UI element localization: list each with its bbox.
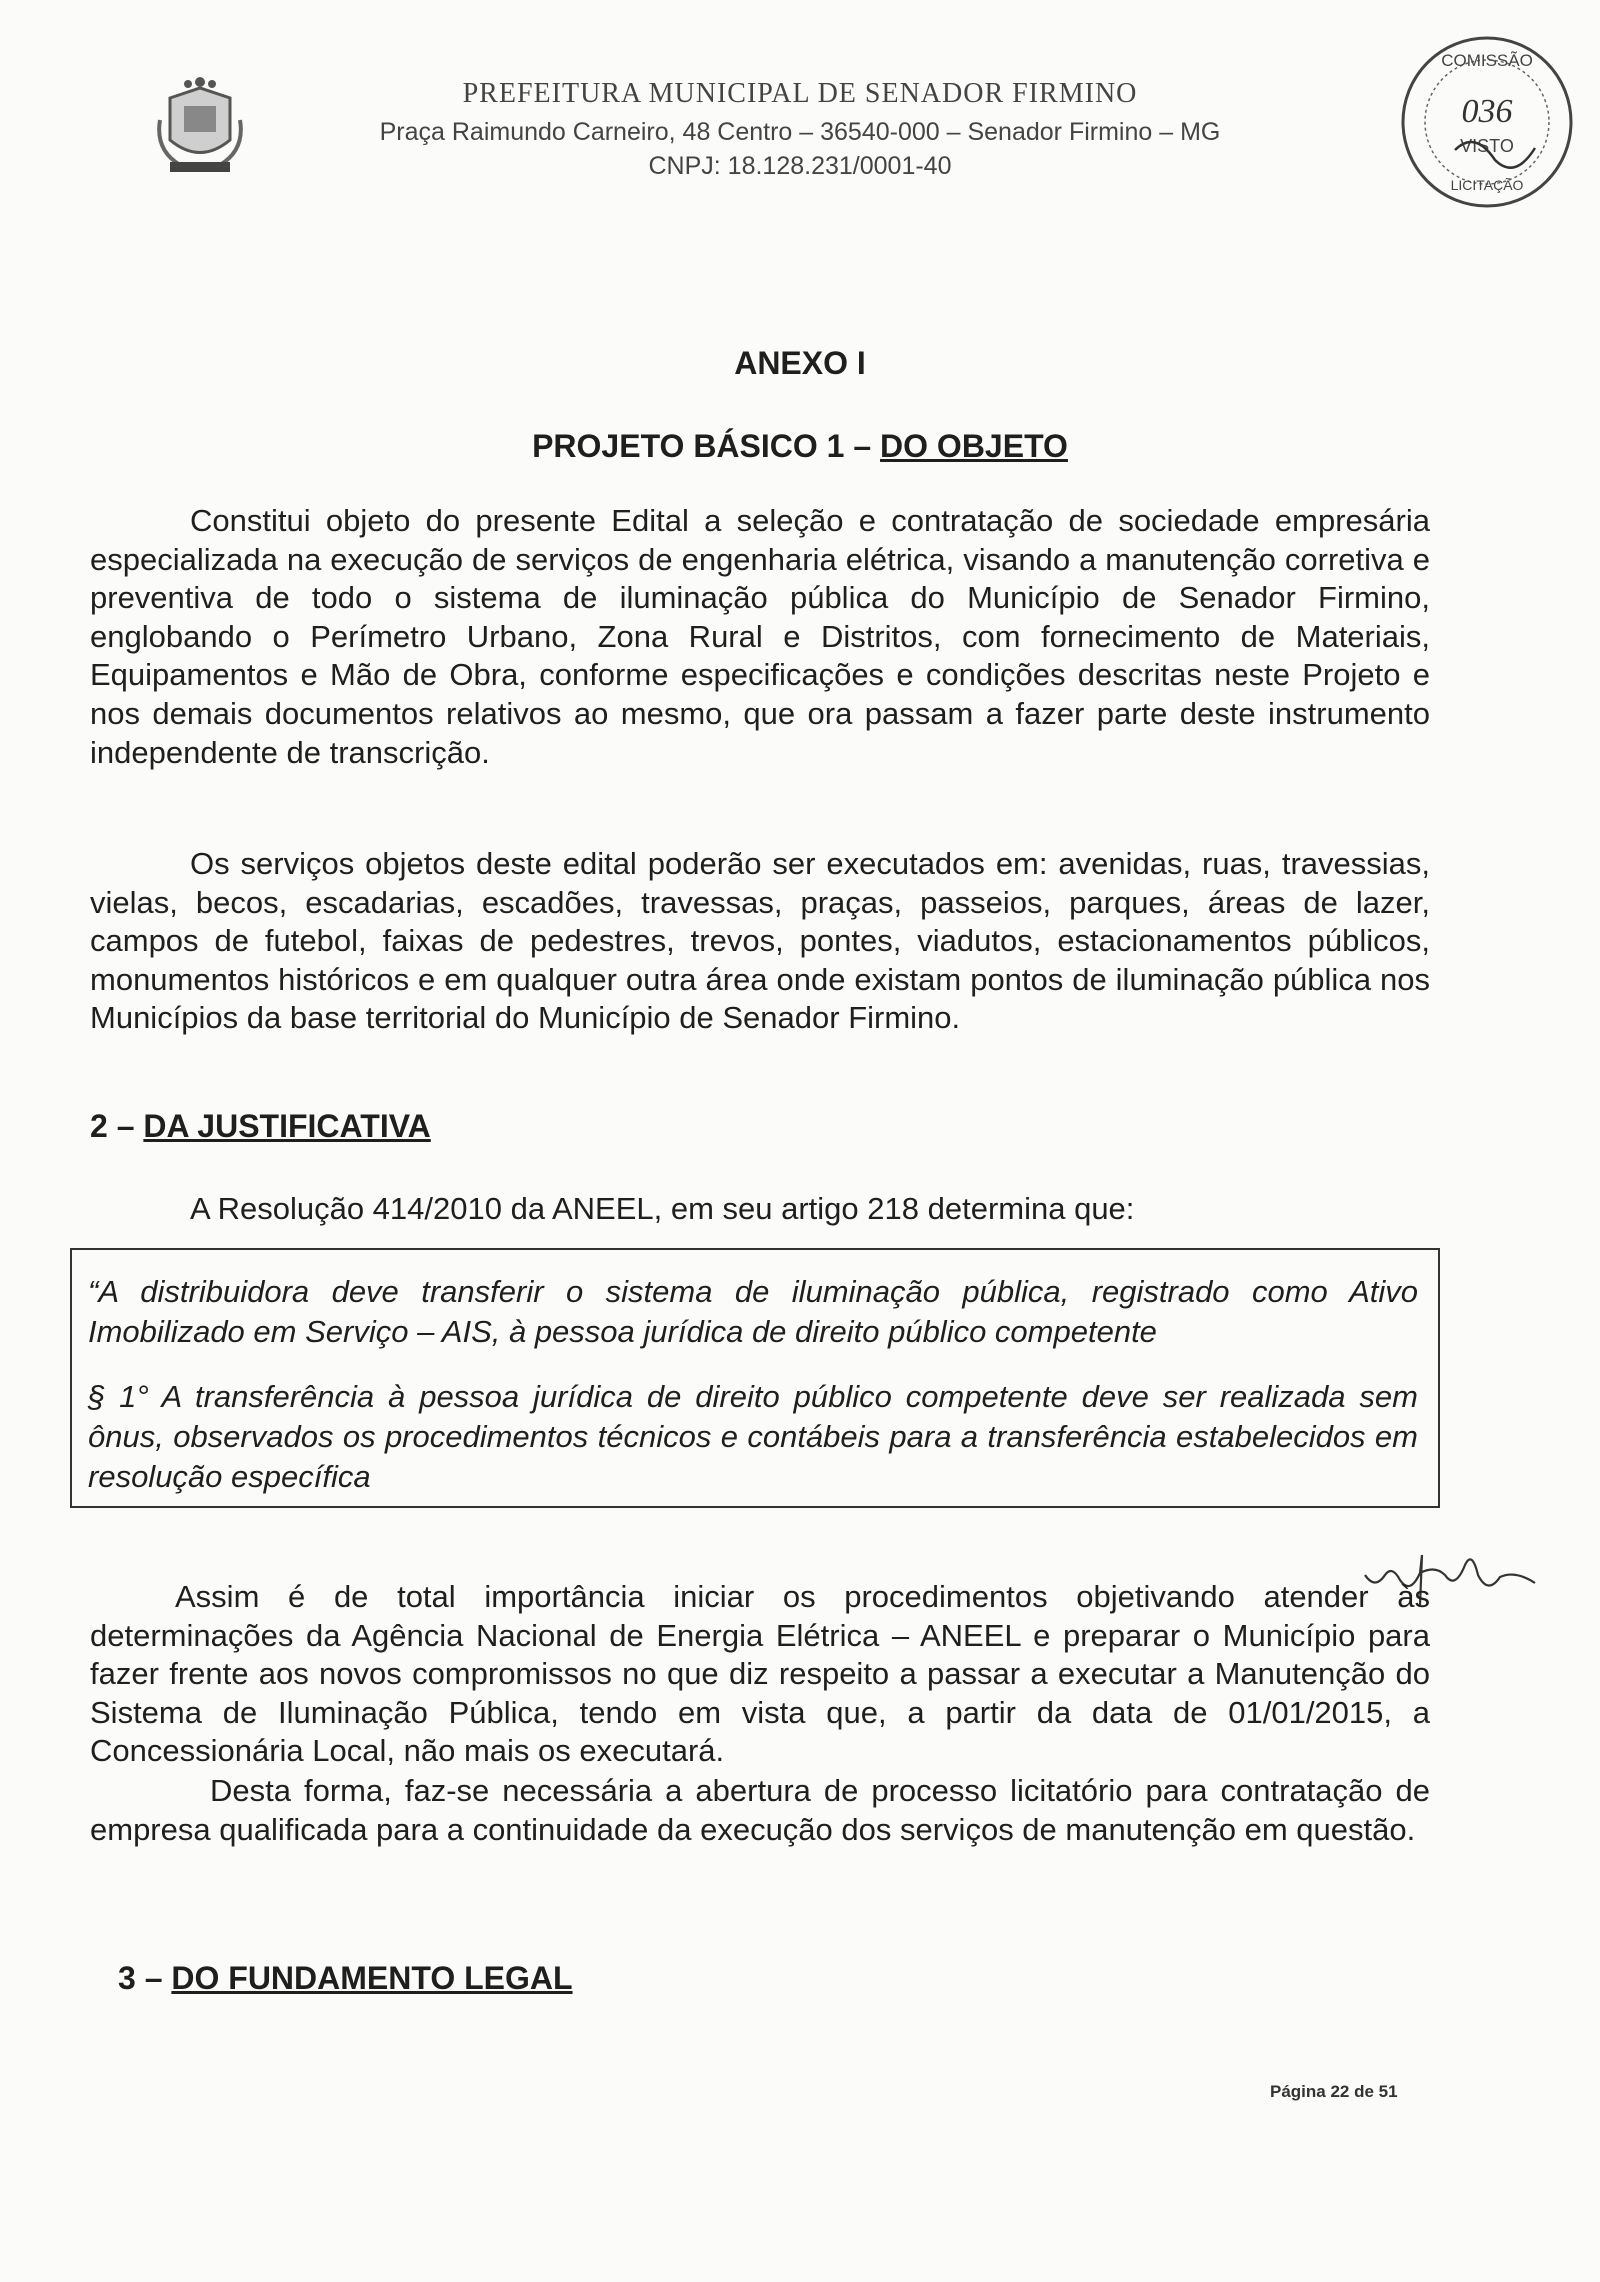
object-paragraph-2-text: Os serviços objetos deste edital poderão ser executados em: avenidas, ruas, travessias, vielas, becos, escadarias, escadões, travessas, praças, passeios, parques, áreas de lazer, campos de futebol, faixas de pedestres, trevos, pontes, viadutos, estacionamentos públicos, monumentos históricos e em qualquer outra área onde existam pontos de iluminação pública nos Municípios da base territorial do Município de Senador Firmino. — [90, 846, 1430, 1036]
legal-basis-heading-title: DO FUNDAMENTO LEGAL — [171, 1960, 573, 1996]
legal-basis-heading-prefix: 3 – — [118, 1960, 172, 1996]
annex-title: ANEXO I — [734, 345, 866, 381]
justification-paragraph-2 — [90, 1772, 1430, 1849]
organization-cnpj: CNPJ: 18.128.231/0001-40 — [648, 152, 952, 180]
organization-address: Praça Raimundo Carneiro, 48 Centro – 36540-000 – Senador Firmino – MG — [379, 118, 1221, 146]
stamp-number: 036 — [1461, 93, 1513, 130]
organization-name: PREFEITURA MUNICIPAL DE SENADOR FIRMINO — [462, 78, 1138, 109]
justification-paragraph-1 — [90, 1578, 1430, 1771]
aneel-quote-2: § 1° A transferência à pessoa jurídica de direito público competente deve ser realizada sem ônus, observados os procedimentos técnicos e contábeis para a transferência estabelecidos em resolução específica — [88, 1379, 1418, 1494]
aneel-quote-box — [70, 1248, 1440, 1508]
justification-intro-text: A Resolução 414/2010 da ANEEL, em seu artigo 218 determina que: — [190, 1191, 1135, 1226]
commission-stamp — [1395, 30, 1580, 215]
justification-heading-prefix: 2 – — [90, 1108, 144, 1144]
justification-paragraph-2-text: Desta forma, faz-se necessária a abertura de processo licitatório para contratação de empresa qualificada para a continuidade da execução dos serviços de manutenção em questão. — [90, 1773, 1430, 1847]
legal-basis-heading — [118, 1960, 573, 1997]
stamp-bottom-text: LICITAÇÃO — [1450, 177, 1524, 193]
project-title-object: DO OBJETO — [880, 428, 1068, 464]
justification-paragraph-1-text: Assim é de total importância iniciar os procedimentos objetivando atender às determinações da Agência Nacional de Energia Elétrica – ANEEL e preparar o Município para fazer frente aos novos compromissos no que diz respeito a passar a executar a Manutenção do Sistema de Iluminação Pública, tendo em vista que, a partir da data de 01/01/2015, a Concessionária Local, não mais os executará. — [90, 1579, 1430, 1769]
justification-heading — [90, 1108, 431, 1145]
project-title-prefix: PROJETO BÁSICO 1 – — [532, 428, 881, 464]
object-paragraph-2 — [90, 845, 1430, 1038]
project-title — [0, 428, 1600, 465]
justification-heading-title: DA JUSTIFICATIVA — [143, 1108, 431, 1144]
stamp-middle-text: VISTO — [1460, 136, 1514, 156]
justification-intro — [90, 1190, 1430, 1229]
aneel-quote-1: “A distribuidora deve transferir o sistema de iluminação pública, registrado como Ativo Imobilizado em Serviço – AIS, à pessoa jurídica de direito público competente — [88, 1274, 1418, 1349]
page-number: Página 22 de 51 — [1270, 2082, 1398, 2101]
object-paragraph-1-text: Constitui objeto do presente Edital a seleção e contratação de sociedade empresária especializada na execução de serviços de engenharia elétrica, visando a manutenção corretiva e preventiva de todo o sistema de iluminação pública do Município de Senador Firmino, englobando o Perímetro Urbano, Zona Rural e Distritos, com fornecimento de Materiais, Equipamentos e Mão de Obra, conforme especificações e condições descritas neste Projeto e nos demais documentos relativos ao mesmo, que ora passam a fazer parte deste instrumento independente de transcrição. — [90, 503, 1430, 770]
municipal-crest-icon — [150, 70, 250, 180]
object-paragraph-1 — [90, 502, 1430, 772]
stamp-top-text: COMISSÃO — [1441, 51, 1533, 70]
